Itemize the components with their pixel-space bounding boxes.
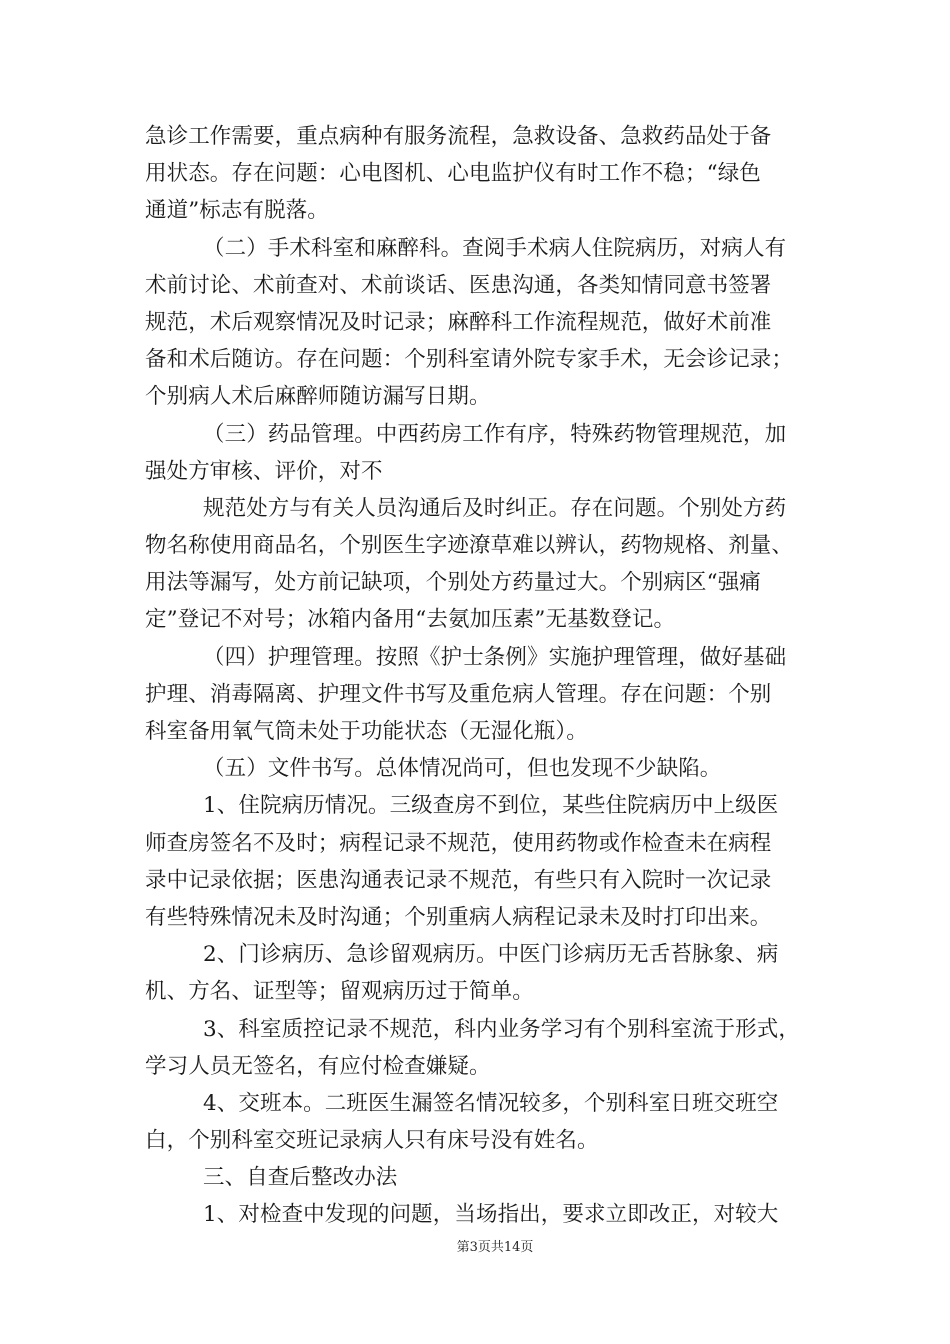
list-item-4: 4、交班本。二班医生漏签名情况较多，个别科室日班交班空 — [203, 1090, 779, 1116]
text-line: 护理、消毒隔离、护理文件书写及重危病人管理。存在问题：个别 — [145, 681, 772, 707]
paragraph-heading-surgery: （二）手术科室和麻醉科。查阅手术病人住院病历，对病人有 — [203, 235, 787, 261]
page-number: 第3页共14页 — [456, 1240, 534, 1255]
section-heading-rectification: 三、自查后整改办法 — [203, 1165, 398, 1191]
paragraph-heading-pharmacy: （三）药品管理。中西药房工作有序，特殊药物管理规范，加 — [203, 421, 787, 447]
text-line: 通道”标志有脱落。 — [145, 198, 329, 224]
list-item-1: 1、住院病历情况。三级查房不到位，某些住院病历中上级医 — [203, 793, 779, 819]
list-item-rectification-1: 1、对检查中发现的问题，当场指出，要求立即改正，对较大 — [203, 1202, 779, 1228]
text-line: 术前讨论、术前查对、术前谈话、医患沟通，各类知情同意书签署 — [145, 272, 772, 298]
text-line: 个别病人术后麻醉师随访漏写日期。 — [145, 384, 491, 410]
paragraph-heading-nursing: （四）护理管理。按照《护士条例》实施护理管理，做好基础 — [203, 644, 787, 670]
text-line: 规范，术后观察情况及时记录；麻醉科工作流程规范，做好术前准 — [145, 309, 772, 335]
list-item-3: 3、科室质控记录不规范，科内业务学习有个别科室流于形式， — [203, 1016, 800, 1042]
text-line: 备和术后随访。存在问题：个别科室请外院专家手术，无会诊记录； — [145, 347, 794, 373]
list-item-2: 2、门诊病历、急诊留观病历。中医门诊病历无舌苔脉象、病 — [203, 942, 779, 968]
text-line: 强处方审核、评价，对不 — [145, 458, 383, 484]
text-line: 学习人员无签名，有应付检查嫌疑。 — [145, 1053, 491, 1079]
text-line: 规范处方与有关人员沟通后及时纠正。存在问题。个别处方药 — [203, 495, 787, 521]
text-line: 机、方名、证型等；留观病历过于简单。 — [145, 979, 534, 1005]
text-line: 物名称使用商品名，个别医生字迹潦草难以辨认，药物规格、剂量、 — [145, 533, 794, 559]
document-body — [145, 118, 817, 1234]
paragraph-heading-documents: （五）文件书写。总体情况尚可，但也发现不少缺陷。 — [203, 756, 722, 782]
text-line: 白，个别科室交班记录病人只有床号没有姓名。 — [145, 1128, 599, 1154]
text-line: 用法等漏写，处方前记缺项，个别处方药量过大。个别病区“强痛 — [145, 570, 761, 596]
text-line: 师查房签名不及时；病程记录不规范，使用药物或作检查未在病程 — [145, 830, 772, 856]
text-line: 有些特殊情况未及时沟通；个别重病人病程记录未及时打印出来。 — [145, 904, 772, 930]
text-line: 科室备用氧气筒未处于功能状态（无湿化瓶）。 — [145, 719, 588, 744]
text-line: 急诊工作需要，重点病种有服务流程，急救设备、急救药品处于备 — [145, 124, 772, 149]
text-line: 录中记录依据；医患沟通表记录不规范，有些只有入院时一次记录 — [145, 867, 772, 893]
text-line: 用状态。存在问题：心电图机、心电监护仪有时工作不稳；“绿色 — [145, 161, 761, 187]
text-line: 定”登记不对号；冰箱内备用“去氨加压素”无基数登记。 — [145, 607, 676, 633]
